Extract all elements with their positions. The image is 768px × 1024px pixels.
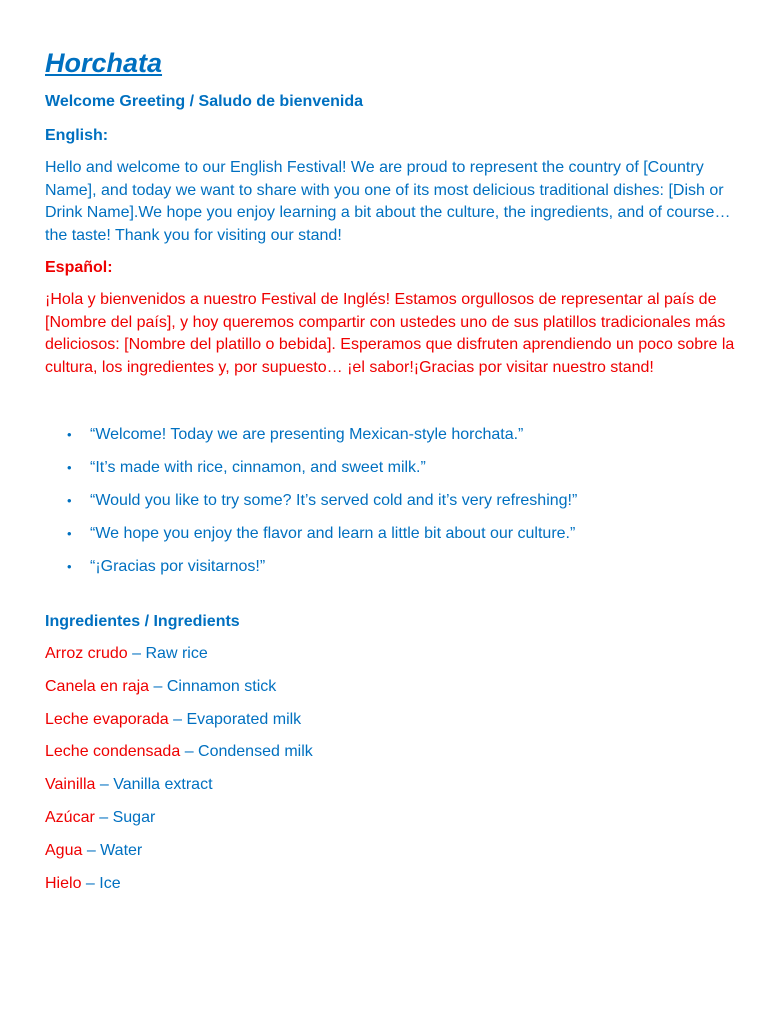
ingredient-english: – Evaporated milk	[173, 710, 302, 728]
ingredient-spanish: Vainilla	[45, 776, 96, 794]
ingredient-english: – Ice	[85, 874, 121, 892]
ingredient-spanish: Agua	[45, 841, 83, 859]
ingredient-spanish: Arroz crudo	[45, 645, 128, 662]
ingredient-english: – Condensed milk	[184, 743, 313, 761]
list-item	[45, 424, 735, 446]
list-item	[45, 556, 735, 578]
ingredient-item	[45, 873, 735, 895]
ingredient-english: – Sugar	[99, 808, 156, 826]
bullet-icon: •	[67, 460, 72, 475]
spanish-paragraph: ¡Hola y bienvenidos a nuestro Festival de Inglés! Estamos orgullosos de representar al país de [Nombre del país], y hoy queremos compartir con ustedes uno de sus platillos tradicionales más deliciosos: [Nombre del platillo o bebida]. Esperamos que disfruten aprendiendo un poco sobre la cultura, los ingredientes y, por supuesto… ¡el sabor!¡Gracias por visitar nuestro stand!	[45, 291, 735, 376]
list-item	[45, 523, 735, 545]
ingredient-item	[45, 643, 735, 665]
document-page	[45, 44, 735, 905]
ingredient-item	[45, 709, 735, 731]
ingredient-item	[45, 774, 735, 796]
ingredient-spanish: Hielo	[45, 874, 82, 892]
ingredient-item	[45, 807, 735, 829]
ingredient-english: – Raw rice	[132, 645, 208, 662]
ingredients-heading: Ingredientes / Ingredients	[45, 613, 240, 630]
list-item	[45, 490, 735, 512]
english-label: English:	[45, 127, 109, 144]
ingredient-item	[45, 676, 735, 698]
english-paragraph: Hello and welcome to our English Festival! We are proud to represent the country of [Country Name], and today we want to share with you one of its most delicious traditional dishes: [Dish or Drink Name].We hope you enjoy learning a bit about the culture, the ingredients, and of course… the taste! Thank you for visiting our stand!	[45, 159, 731, 244]
list-item	[45, 457, 735, 479]
document-title: Horchata	[45, 48, 163, 78]
bullet-icon: •	[67, 559, 72, 574]
ingredient-item	[45, 840, 735, 862]
phrase-list	[45, 424, 735, 578]
phrase-text: “We hope you enjoy the flavor and learn a little bit about our culture.”	[90, 525, 576, 542]
bullet-icon: •	[67, 427, 72, 442]
bullet-icon: •	[67, 493, 72, 508]
ingredients-list	[45, 643, 735, 895]
spanish-label: Español:	[45, 259, 113, 276]
ingredient-english: – Vanilla extract	[99, 776, 213, 794]
phrase-text: “Welcome! Today we are presenting Mexican-style horchata.”	[90, 426, 524, 443]
phrase-text: “It’s made with rice, cinnamon, and sweet milk.”	[90, 459, 426, 476]
greeting-heading: Welcome Greeting / Saludo de bienvenida	[45, 93, 363, 110]
ingredient-english: – Cinnamon stick	[153, 677, 277, 695]
ingredient-spanish: Leche evaporada	[45, 710, 169, 728]
bullet-icon: •	[67, 526, 72, 541]
ingredient-spanish: Azúcar	[45, 808, 95, 826]
ingredient-spanish: Canela en raja	[45, 677, 150, 695]
phrase-text: “¡Gracias por visitarnos!”	[90, 558, 266, 575]
phrase-text: “Would you like to try some? It’s served cold and it’s very refreshing!”	[90, 492, 578, 509]
ingredient-english: – Water	[86, 841, 143, 859]
ingredient-item	[45, 741, 735, 763]
ingredient-spanish: Leche condensada	[45, 743, 181, 761]
